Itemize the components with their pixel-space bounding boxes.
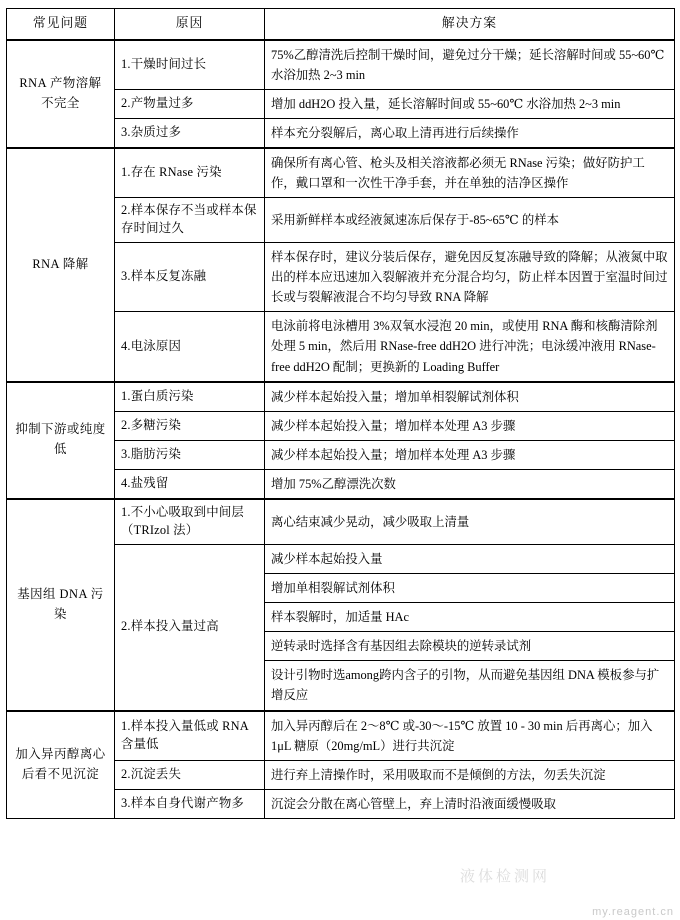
solution-cell: 减少样本起始投入量；增加样本处理 A3 步骤 <box>265 440 675 469</box>
table-row <box>7 148 675 198</box>
solution-cell: 设计引物时选among跨内含子的引物，从而避免基因组 DNA 模板参与扩增反应 <box>265 661 675 711</box>
cause-cell: 4.盐残留 <box>115 469 265 499</box>
solution-cell: 逆转录时选择含有基因组去除模块的逆转录试剂 <box>265 632 675 661</box>
cause-cell: 3.样本反复冻融 <box>115 243 265 312</box>
cause-cell: 1.干燥时间过长 <box>115 40 265 90</box>
table-row <box>7 499 675 544</box>
group-label-gdna-contamination: 基因组 DNA 污染 <box>7 499 115 711</box>
solution-cell: 75%乙醇清洗后控制干燥时间，避免过分干燥；延长溶解时间或 55~60℃ 水浴加热 2~3 min <box>265 40 675 90</box>
cause-cell: 2.样本保存不当或样本保存时间过久 <box>115 198 265 243</box>
solution-cell: 增加 ddH2O 投入量，延长溶解时间或 55~60℃ 水浴加热 2~3 min <box>265 89 675 118</box>
column-header-solution: 解决方案 <box>265 9 675 40</box>
solution-cell: 减少样本起始投入量 <box>265 544 675 573</box>
cause-cell: 1.蛋白质污染 <box>115 382 265 412</box>
solution-cell: 样本保存时，建议分装后保存，避免因反复冻融导致的降解；从液氮中取出的样本应迅速加入裂解液并充分混合均匀，防止样本因置于室温时间过长或与裂解液混合不均匀导致 RNA 降解 <box>265 243 675 312</box>
solution-cell: 增加 75%乙醇漂洗次数 <box>265 469 675 499</box>
cause-cell: 2.沉淀丢失 <box>115 760 265 789</box>
cause-cell: 2.样本投入量过高 <box>115 544 265 710</box>
solution-cell: 样本充分裂解后，离心取上清再进行后续操作 <box>265 118 675 148</box>
solution-cell: 采用新鲜样本或经液氮速冻后保存于-85~65℃ 的样本 <box>265 198 675 243</box>
watermark-brand: my.reagent.cn <box>592 906 674 918</box>
table-row <box>7 40 675 90</box>
troubleshooting-table <box>6 8 675 819</box>
solution-cell: 减少样本起始投入量；增加样本处理 A3 步骤 <box>265 411 675 440</box>
cause-cell: 3.杂质过多 <box>115 118 265 148</box>
column-header-cause: 原因 <box>115 9 265 40</box>
group-label-downstream-inhibition: 抑制下游或纯度低 <box>7 382 115 499</box>
group-label-rna-degradation: RNA 降解 <box>7 148 115 382</box>
solution-cell: 确保所有离心管、枪头及相关溶液都必须无 RNase 污染；做好防护工作，戴口罩和一次性干净手套，并在单独的洁净区操作 <box>265 148 675 198</box>
table-row <box>7 711 675 761</box>
group-label-no-precipitate: 加入异丙醇离心后看不见沉淀 <box>7 711 115 819</box>
solution-cell: 增加单相裂解试剂体积 <box>265 574 675 603</box>
solution-cell: 沉淀会分散在离心管壁上，弃上清时沿液面缓慢吸取 <box>265 789 675 818</box>
cause-cell: 1.样本投入量低或 RNA 含量低 <box>115 711 265 761</box>
solution-cell: 加入异丙醇后在 2～8℃ 或-30～-15℃ 放置 10 - 30 min 后再离心；加入 1μL 糖原（20mg/mL）进行共沉淀 <box>265 711 675 761</box>
solution-cell: 减少样本起始投入量；增加单相裂解试剂体积 <box>265 382 675 412</box>
solution-cell: 样本裂解时，加适量 HAc <box>265 603 675 632</box>
table-head <box>7 9 675 40</box>
solution-cell: 电泳前将电泳槽用 3%双氧水浸泡 20 min，或使用 RNA 酶和核酶清除剂处理 5 min，然后用 RNase-free ddH2O 进行冲洗；电泳缓冲液用 RNase-free ddH2O 配制；更换新的 Loading Buffer <box>265 312 675 382</box>
solution-cell: 进行弃上清操作时，采用吸取而不是倾倒的方法，勿丢失沉淀 <box>265 760 675 789</box>
cause-cell: 1.存在 RNase 污染 <box>115 148 265 198</box>
cause-cell: 2.多糖污染 <box>115 411 265 440</box>
table-row <box>7 382 675 412</box>
table-header-row <box>7 9 675 40</box>
cause-cell: 1.不小心吸取到中间层（TRIzol 法） <box>115 499 265 544</box>
cause-cell: 2.产物量过多 <box>115 89 265 118</box>
column-header-problem: 常见问题 <box>7 9 115 40</box>
cause-cell: 3.样本自身代谢产物多 <box>115 789 265 818</box>
table-body <box>7 40 675 819</box>
watermark-text: 液体检测网 <box>459 868 550 885</box>
cause-cell: 3.脂肪污染 <box>115 440 265 469</box>
solution-cell: 离心结束减少晃动，减少吸取上清量 <box>265 499 675 544</box>
cause-cell: 4.电泳原因 <box>115 312 265 382</box>
group-label-rna-dissolution: RNA 产物溶解不完全 <box>7 40 115 148</box>
